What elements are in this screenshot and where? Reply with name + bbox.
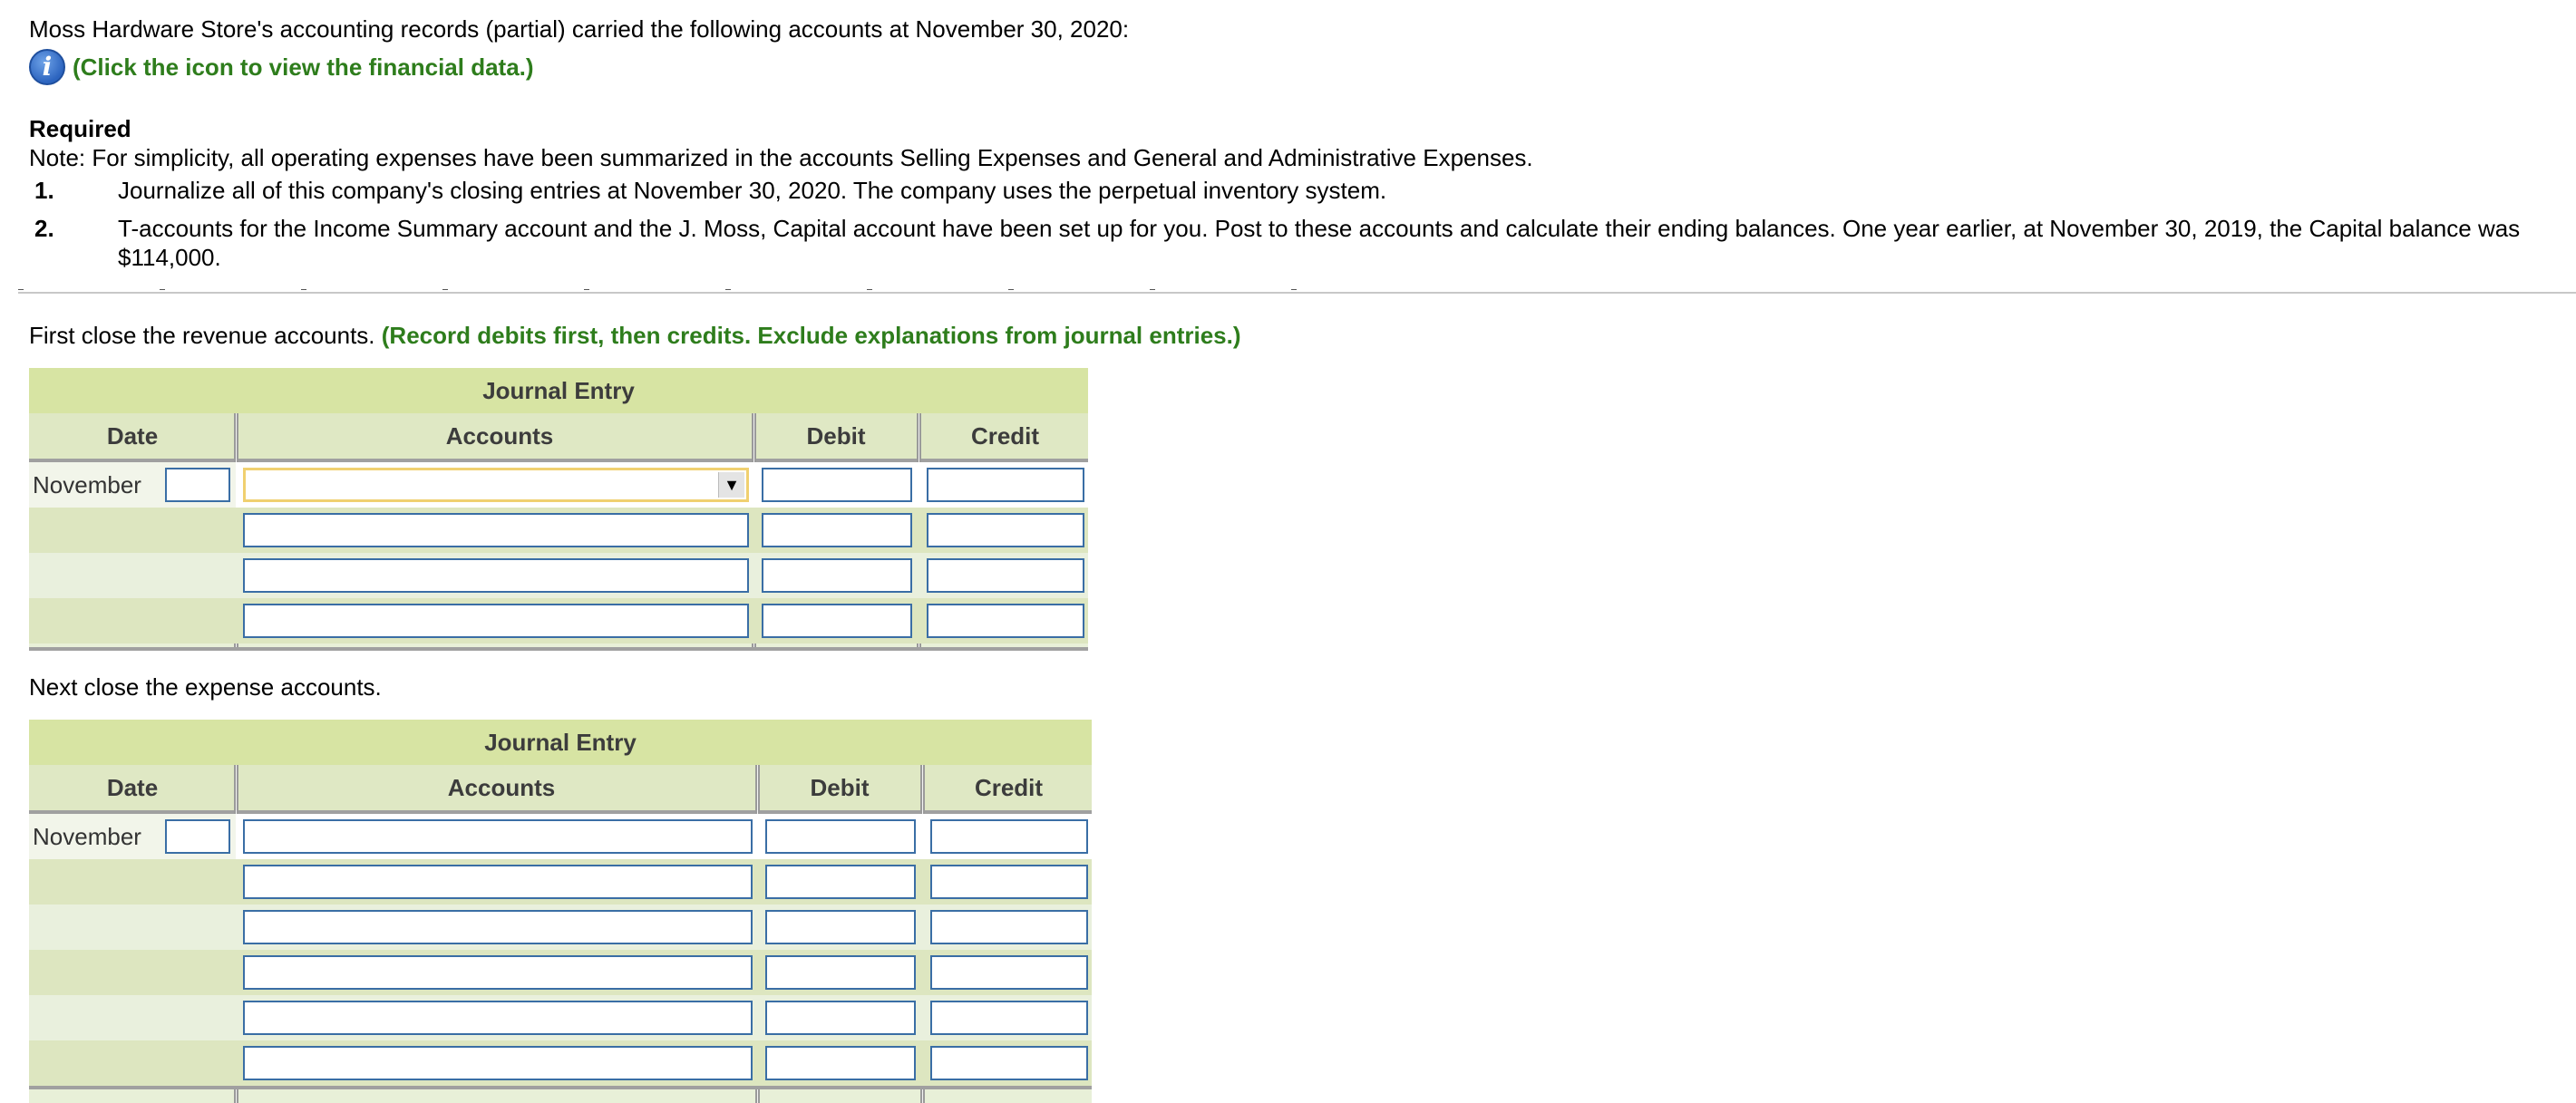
debit-input[interactable]: [765, 1001, 916, 1035]
credit-input[interactable]: [930, 910, 1088, 944]
debit-input[interactable]: [765, 865, 916, 899]
debit-input[interactable]: [765, 1046, 916, 1080]
account-input[interactable]: [243, 1001, 753, 1035]
journal-row: [29, 905, 1092, 950]
date-header: Date: [106, 774, 159, 801]
journal-row: [29, 1040, 1092, 1086]
account-input[interactable]: [243, 558, 749, 593]
info-link-text[interactable]: (Click the icon to view the financial data.): [73, 53, 534, 81]
credit-header: Credit: [974, 774, 1044, 801]
accounts-header: Accounts: [445, 422, 554, 450]
credit-input[interactable]: [930, 819, 1088, 854]
credit-input[interactable]: [927, 468, 1084, 502]
column-headers: [29, 765, 1092, 814]
account-input[interactable]: [243, 604, 749, 638]
financial-data-link[interactable]: [29, 49, 534, 85]
day-input[interactable]: [165, 468, 230, 502]
account-input[interactable]: [243, 513, 749, 547]
journal-row: [29, 859, 1092, 905]
expense-journal-table: [29, 720, 1092, 1103]
date-header: Date: [106, 422, 159, 450]
journal-entry-title: Journal Entry: [29, 368, 1088, 413]
month-label: November: [33, 471, 141, 498]
credit-input[interactable]: [927, 604, 1084, 638]
requirement-1-number: 1.: [34, 177, 54, 204]
debit-input[interactable]: [762, 558, 912, 593]
journal-row: [29, 553, 1088, 598]
required-heading: Required: [29, 115, 131, 142]
journal-entry-title: Journal Entry: [29, 720, 1092, 765]
date-cell: [29, 462, 236, 508]
debit-header: Debit: [810, 774, 870, 801]
credit-input[interactable]: [930, 955, 1088, 990]
journal-row: [29, 462, 1088, 508]
account-input[interactable]: [243, 819, 753, 854]
debit-input[interactable]: [765, 955, 916, 990]
requirement-2-text: T-accounts for the Income Summary account and the J. Moss, Capital account have been set up for you. Post to these accounts and calculate their ending balances. One year earlier, at November 30, 2019, the Capital balance was $114,000.: [118, 215, 2521, 271]
debit-input[interactable]: [765, 819, 916, 854]
chevron-down-icon[interactable]: ▼: [718, 472, 744, 498]
credit-header: Credit: [970, 422, 1040, 450]
requirement-2-number: 2.: [34, 215, 54, 242]
day-input[interactable]: [165, 819, 230, 854]
revenue-instruction-text: First close the revenue accounts.: [29, 322, 375, 349]
debit-header: Debit: [806, 422, 866, 450]
account-input[interactable]: [243, 865, 753, 899]
month-label: November: [33, 823, 141, 850]
journal-row: [29, 950, 1092, 995]
record-hint: (Record debits first, then credits. Exclude explanations from journal entries.): [381, 322, 1241, 349]
credit-input[interactable]: [930, 865, 1088, 899]
journal-row: [29, 508, 1088, 553]
revenue-instruction: [29, 321, 1241, 350]
credit-input[interactable]: [927, 513, 1084, 547]
credit-input[interactable]: [930, 1001, 1088, 1035]
table-bottom-border: [29, 647, 1088, 651]
debit-input[interactable]: [762, 604, 912, 638]
credit-input[interactable]: [930, 1046, 1088, 1080]
date-cell: [29, 814, 236, 859]
account-select[interactable]: [243, 468, 749, 502]
table-bottom-border: [29, 1086, 1092, 1089]
revenue-journal-table: [29, 368, 1088, 651]
accounts-header: Accounts: [447, 774, 556, 801]
debit-input[interactable]: [765, 910, 916, 944]
requirement-1-text: Journalize all of this company's closing entries at November 30, 2020. The company uses the perpetual inventory system.: [118, 177, 1387, 204]
debit-input[interactable]: [762, 513, 912, 547]
debit-input[interactable]: [762, 468, 912, 502]
intro-text: Moss Hardware Store's accounting records (partial) carried the following accounts at November 30, 2020:: [29, 15, 1130, 43]
account-input[interactable]: [243, 910, 753, 944]
divider[interactable]: [18, 292, 2576, 294]
expense-instruction: Next close the expense accounts.: [29, 673, 382, 701]
required-note: Note: For simplicity, all operating expenses have been summarized in the accounts Selling Expenses and General and Administrative Expenses.: [29, 144, 1533, 171]
journal-row: [29, 814, 1092, 859]
scrolled-text-remnant: [18, 281, 1433, 290]
account-input[interactable]: [243, 1046, 753, 1080]
journal-row: [29, 598, 1088, 643]
journal-row: [29, 995, 1092, 1040]
column-headers: [29, 413, 1088, 462]
credit-input[interactable]: [927, 558, 1084, 593]
account-input[interactable]: [243, 955, 753, 990]
info-icon[interactable]: i: [29, 49, 65, 85]
